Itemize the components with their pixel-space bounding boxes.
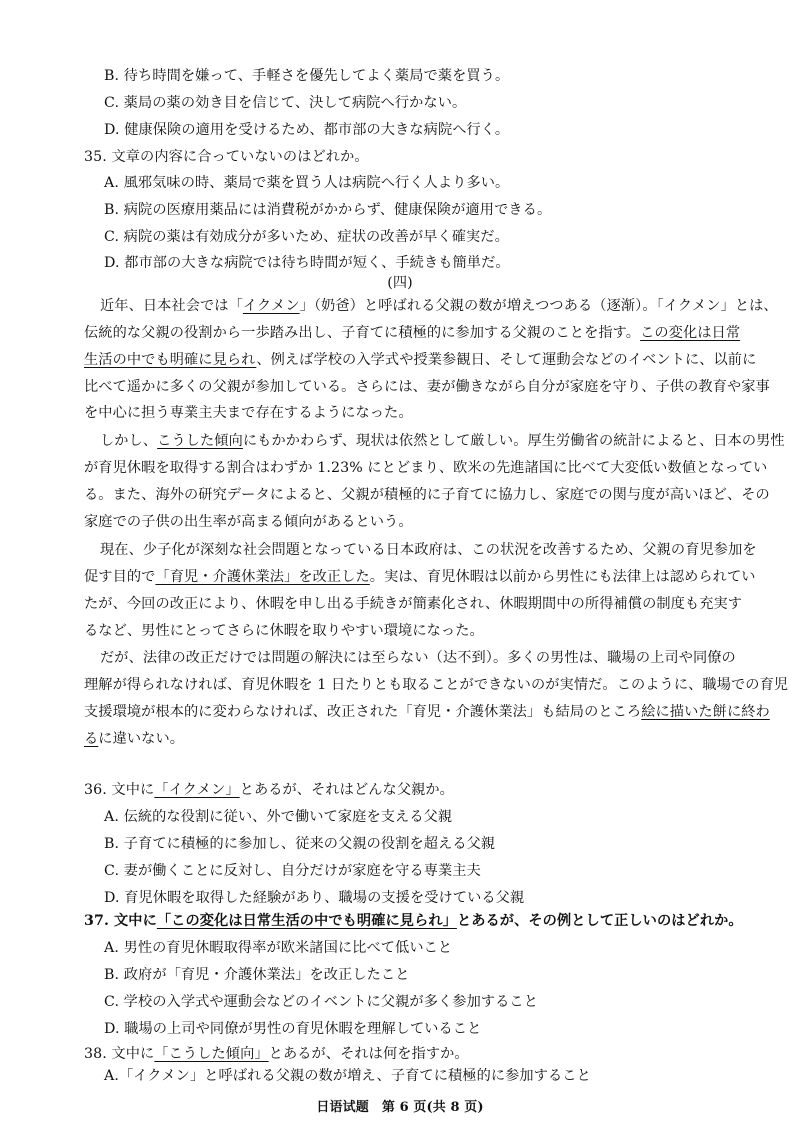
q38-option-a: A.「イクメン」と呼ばれる父親の数が増え、子育てに積極的に参加すること [104,1068,591,1084]
passage-p1-line2: 伝統的な父親の役割から一歩踏み出し、子育てに積極的に参加する父親のことを指す。この変化は日常 [84,325,741,341]
passage-p2-line4: 家庭での子供の出生率が高まる傾向があるという。 [84,514,413,530]
passage-p4-line4: るに違いない。 [84,731,185,747]
q35-option-b: B. 病院の医療用薬品には消費税がかからず、健康保険が適用できる。 [104,202,552,218]
passage-p1-line1: 近年、日本社会では「イクメン」（奶爸）と呼ばれる父親の数が増えつつある（逐渐）。「イクメン」とは、 [100,298,778,314]
q36-option-d: D. 育児休暇を取得した経験があり、職場の支援を受けている父親 [104,890,525,906]
passage-p1-line3: 生活の中でも明確に見られ、例えば学校の入学式や授業参観日、そして運動会などのイベントに、以前に [84,352,757,368]
q36-option-a: A. 伝統的な役割に従い、外で働いて家庭を支える父親 [104,809,453,825]
section-heading: (四) [387,275,413,291]
q34-option-d: D. 健康保険の適用を受けるため、都市部の大きな病院へ行く。 [104,122,510,138]
q35-option-a: A. 風邪気味の時、薬局で薬を買う人は病院へ行く人より多い。 [104,175,510,191]
q37-option-a: A. 男性の育児休暇取得率が欧米諸国に比べて低いこと [104,940,453,956]
q36-option-b: B. 子育てに積極的に参加し、従来の父親の役割を超える父親 [104,836,496,852]
passage-p2-line3: る。また、海外の研究データによると、父親が積極的に子育てに協力し、家庭での関与度が高いほど、その [84,487,770,503]
passage-p3-line4: るなど、男性にとってさらに休暇を取りやすい環境になった。 [84,623,484,639]
underline-idiom-cont: る [84,731,99,747]
q37-stem: 37. 文中に「この変化は日常生活の中でも明確に見られ」とあるが、その例として正しいのはどれか。 [84,913,743,929]
q37-option-c: C. 学校の入学式や運動会などのイベントに父親が多く参加すること [104,994,539,1010]
underline-idiom: 絵に描いた餅に終わ [641,704,770,720]
q37-option-b: B. 政府が「育児・介護休業法」を改正したこと [104,967,410,983]
page-footer: 日语试题 第 6 页(共 8 页) [316,1100,484,1115]
q35-option-c: C. 病院の薬は有効成分が多いため、症状の改善が早く確実だ。 [104,229,509,245]
passage-p3-line3: たが、今回の改正により、休暇を申し出る手続きが簡素化され、休暇期間中の所得補償の制度も充実す [84,596,743,612]
passage-p1-line5: を中心に担う専業主夫まで存在するようになった。 [84,405,413,421]
q36-option-c: C. 妻が働くことに反対し、自分だけが家庭を守る専業主夫 [104,863,481,879]
underline-law-revision: 「育児・介護休業法」を改正した [155,569,370,585]
underline-change-cont: 生活の中でも明確に見られ [84,352,257,368]
q35-option-d: D. 都市部の大きな病院では待ち時間が短く、手続きも簡単だ。 [104,255,510,271]
q36-stem: 36. 文中に「イクメン」とあるが、それはどんな父親か。 [84,782,454,798]
q38-stem: 38. 文中に「こうした傾向」とあるが、それは何を指すか。 [84,1046,469,1062]
underline-ikumen: イクメン [242,298,300,314]
q34-option-b: B. 待ち時間を嫌って、手軽さを優先してよく薬局で薬を買う。 [104,68,510,84]
passage-p3-line1: 現在、少子化が深刻な社会問題となっている日本政府は、この状況を改善するため、父親の育児参加を [100,542,757,558]
q34-option-c: C. 薬局の薬の効き目を信じて、決して病院へ行かない。 [104,95,467,111]
passage-p3-line2: 促す目的で「育児・介護休業法」を改正した。実は、育児休暇は以前から男性にも法律上は認められてい [84,569,756,585]
underline-tendency: こうした傾向 [157,433,243,449]
passage-p4-line1: だが、法律の改正だけでは問題の解決には至らない（达不到）。多くの男性は、職場の上司や同僚の [100,650,736,666]
passage-p1-line4: 比べて遥かに多くの父親が参加している。さらには、妻が働きながら自分が家庭を守り、子供の教育や家事 [84,379,770,395]
q37-option-d: D. 職場の上司や同僚が男性の育児休暇を理解していること [104,1021,482,1037]
passage-p4-line2: 理解が得られなければ、育児休暇を 1 日たりとも取ることができないのが実情だ。このように、職場での育児 [84,677,789,693]
passage-p4-line3: 支援環境が根本的に変わらなければ、改正された「育児・介護休業法」も結局のところ絵に描いた餅に終わ [84,704,770,720]
passage-p2-line2: が育児休暇を取得する割合はわずか 1.23% にとどまり、欧米の先進諸国に比べて大変低い数値となってい [84,460,768,476]
passage-p2-line1: しかし、こうした傾向にもかかわらず、現状は依然として厳しい。厚生労働省の統計によると、日本の男性 [100,433,785,449]
underline-change: この変化は日常 [640,325,741,341]
q35-stem: 35. 文章の内容に合っていないのはどれか。 [84,149,369,165]
